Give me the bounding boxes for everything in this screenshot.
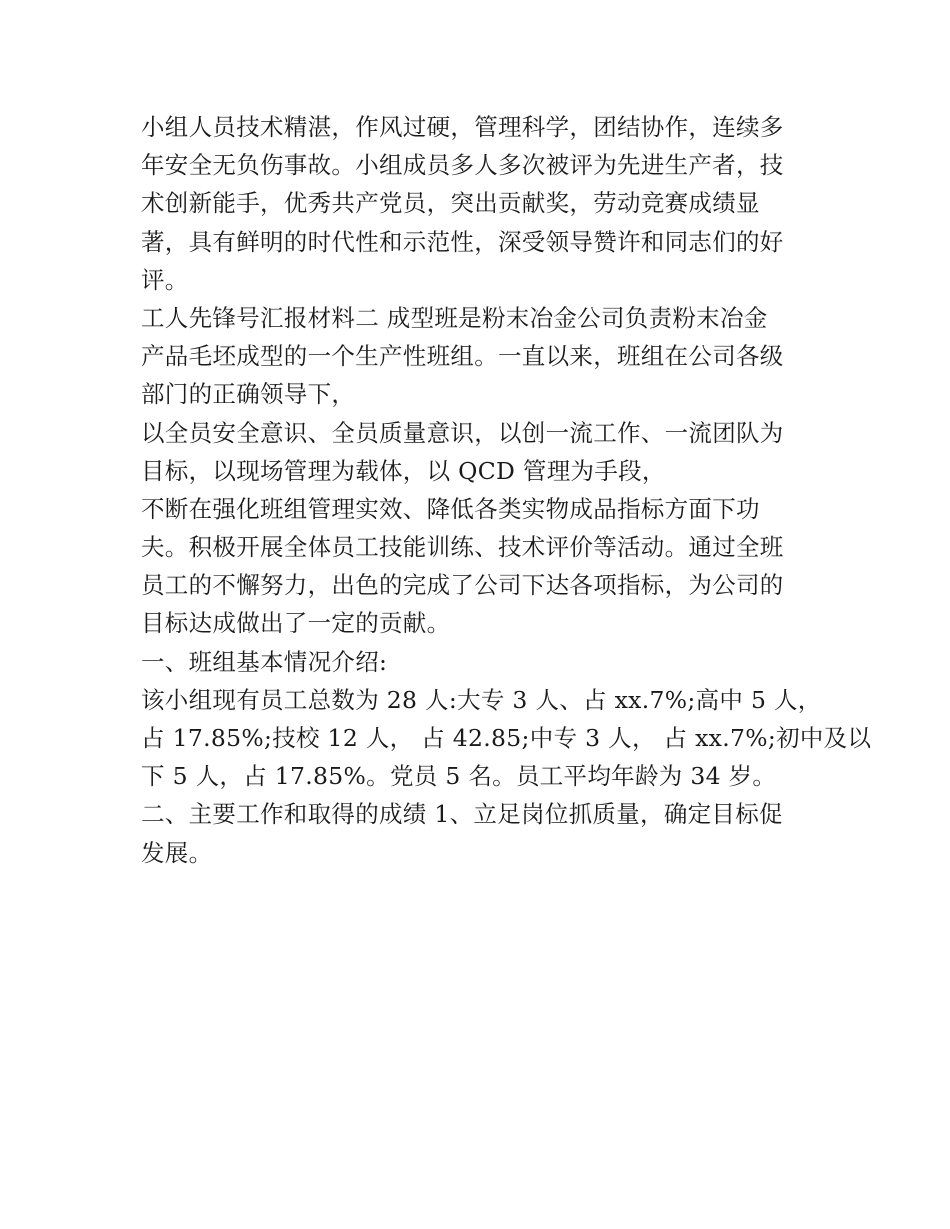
text-line: 该小组现有员工总数为 28 人:大专 3 人、占 xx.7%;高中 5 人， <box>141 685 822 714</box>
text-line: 占 17.85%;技校 12 人， 占 42.85;中专 3 人， 占 xx.7%;初中及以 <box>141 724 872 752</box>
text-line: 部门的正确领导下， <box>141 380 356 409</box>
text-line: 评。 <box>141 265 189 294</box>
text-line: 目标，以现场管理为载体，以 QCD 管理为手段， <box>141 456 666 485</box>
text-line: 著，具有鲜明的时代性和示范性，深受领导赞许和同志们的好 <box>141 227 784 256</box>
text-line: 术创新能手，优秀共产党员，突出贡献奖，劳动竞赛成绩显 <box>141 189 760 218</box>
document-body <box>141 108 872 872</box>
text-line: 发展。 <box>141 838 213 867</box>
text-line: 产品毛坯成型的一个生产性班组。一直以来，班组在公司各级 <box>141 342 784 371</box>
text-line: 二、主要工作和取得的成绩 1、立足岗位抓质量，确定目标促 <box>141 800 783 829</box>
text-line: 以全员安全意识、全员质量意识，以创一流工作、一流团队为 <box>141 418 784 447</box>
text-line: 下 5 人，占 17.85%。党员 5 名。员工平均年龄为 34 岁。 <box>141 762 777 791</box>
text-line: 小组人员技术精湛，作风过硬，管理科学，团结协作，连续多 <box>141 113 784 141</box>
text-line: 夫。积极开展全体员工技能训练、技术评价等活动。通过全班 <box>141 533 784 562</box>
text-line: 员工的不懈努力，出色的完成了公司下达各项指标，为公司的 <box>141 571 784 600</box>
text-line: 目标达成做出了一定的贡献。 <box>141 609 451 638</box>
text-line: 工人先锋号汇报材料二 成型班是粉末冶金公司负责粉末冶金 <box>141 303 768 332</box>
text-line: 不断在强化班组管理实效、降低各类实物成品指标方面下功 <box>141 494 760 523</box>
text-line: 一、班组基本情况介绍: <box>141 647 388 676</box>
text-line: 年安全无负伤事故。小组成员多人多次被评为先进生产者，技 <box>141 151 784 180</box>
